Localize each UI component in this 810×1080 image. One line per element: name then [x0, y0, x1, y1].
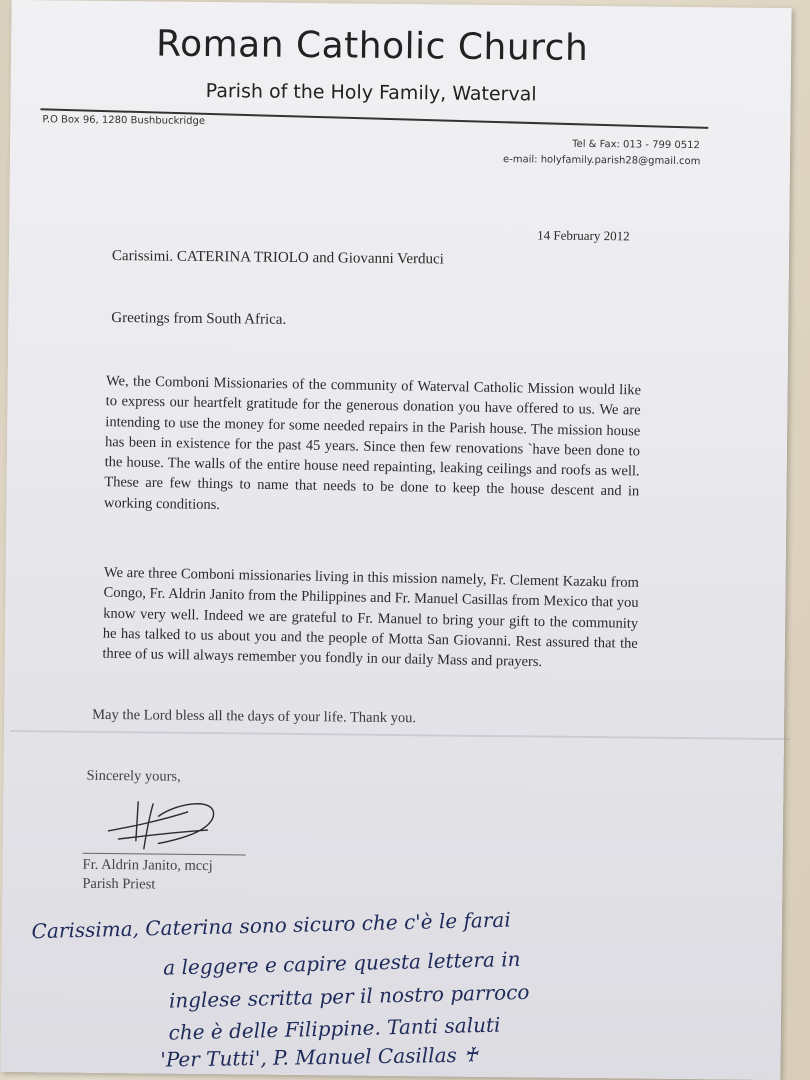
handwritten-line-1: Carissima, Caterina sono sicuro che c'è le farai [31, 907, 511, 944]
handwritten-line-2: a leggere e capire questa lettera in [162, 946, 521, 980]
letter-greeting: Greetings from South Africa. [111, 310, 287, 328]
signature-mark [98, 791, 249, 863]
handwritten-note [30, 890, 792, 1078]
letterhead-email: e-mail: holyfamily.parish28@gmail.com [502, 154, 701, 168]
paper-fold [10, 730, 790, 740]
signer-title: Parish Priest [82, 875, 156, 893]
letterhead-subtitle: Parish of the Holy Family, Waterval [205, 79, 537, 106]
letter-paragraph-2: We are three Comboni missionaries living in this mission namely, Fr. Clement Kazaku from Congo, Fr. Aldrin Janito from the Philippines and Fr. Manuel Casillas from Mexico that you know very well. Indeed we are grateful to Fr. Manuel to bring your gift to the community he has talked to us about you and the people of Motta San Giovanni. Rest assured that the three of us will always remember you fondly in our daily Mass and prayers. [102, 564, 640, 671]
handwritten-line-4: che è delle Filippine. Tanti saluti [168, 1012, 501, 1045]
letterhead-tel-fax: Tel & Fax: 013 - 799 0512 [572, 138, 700, 152]
letter-paragraph-1: We, the Comboni Missionaries of the community of Waterval Catholic Mission would like to express our heartfelt gratitude for the generous donation you have offered to us. We are intending to use the money for some needed repairs in the Parish house. The mission house has been in existence for the past 45 years. Since then few renovations `have been done to the house. The walls of the entire house need repainting, leaking ceilings and roofs as well. These are few things to name that needs to be done to keep the house descent and in working conditions. [103, 373, 642, 513]
signer-name: Fr. Aldrin Janito, mccj [82, 856, 213, 875]
handwritten-line-3: inglese scritta per il nostro parroco [168, 979, 530, 1013]
letter-salutation: Carissimi. CATERINA TRIOLO and Giovanni Verduci [111, 248, 444, 268]
letter-blessing: May the Lord bless all the days of your life. Thank you. [92, 706, 417, 727]
letter-date: 14 February 2012 [537, 227, 630, 244]
letterhead-address: P.O Box 96, 1280 Bushbuckridge [42, 114, 206, 127]
letter-closing: Sincerely yours, [86, 767, 181, 785]
handwritten-line-5: 'Per Tutti', P. Manuel Casillas ♰ [160, 1042, 479, 1072]
letterhead-title: Roman Catholic Church [155, 23, 589, 69]
